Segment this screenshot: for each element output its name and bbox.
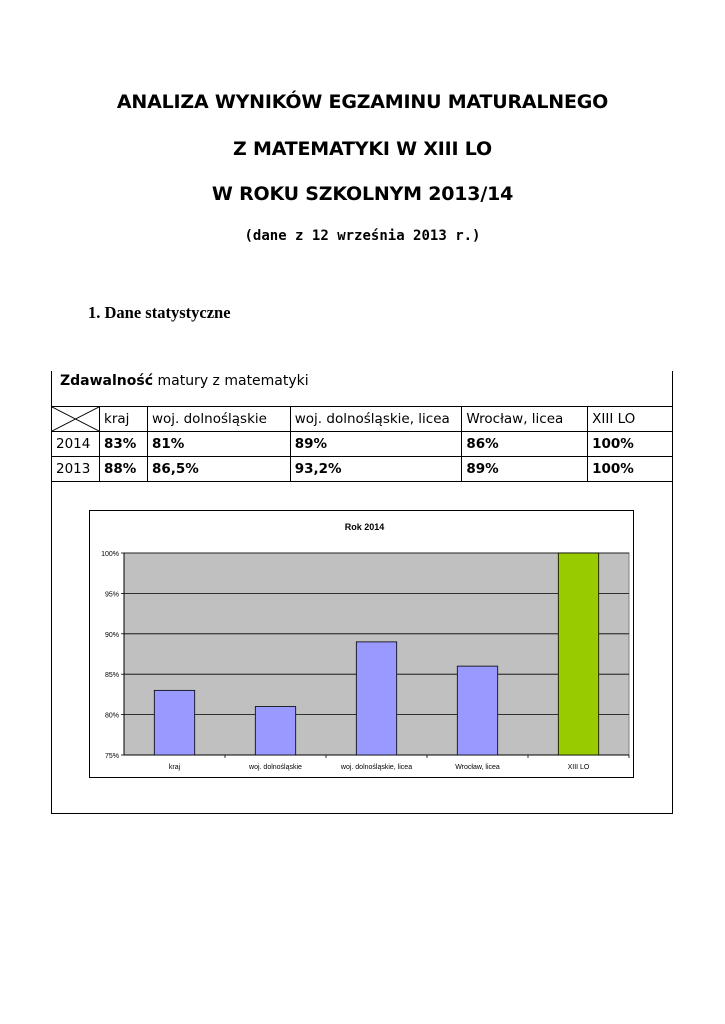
column-header: XIII LO — [588, 407, 673, 432]
chart-title: Rok 2014 — [344, 522, 385, 532]
table-caption — [60, 373, 309, 389]
column-header: kraj — [100, 407, 148, 432]
section-heading: 1. Dane statystyczne — [88, 303, 231, 322]
bar-chart — [90, 511, 635, 779]
bar — [457, 666, 497, 755]
table-cell: 100% — [588, 457, 673, 482]
y-tick-label: 80% — [104, 712, 119, 720]
table-cell: 100% — [588, 432, 673, 457]
bar — [558, 553, 598, 755]
table-cell: 89% — [290, 432, 462, 457]
y-tick-label: 85% — [104, 672, 119, 680]
table-cell: 89% — [462, 457, 588, 482]
column-header: Wrocław, licea — [462, 407, 588, 432]
diagonal-cross-icon — [52, 407, 99, 431]
table-cell: 88% — [100, 457, 148, 482]
row-year: 2014 — [52, 432, 100, 457]
table-cell: 83% — [100, 432, 148, 457]
caption-bold: Zdawalność — [60, 373, 154, 389]
x-tick-label: XIII LO — [567, 764, 590, 771]
table-cell: 86,5% — [147, 457, 290, 482]
row-year: 2013 — [52, 457, 100, 482]
x-tick-label: kraj — [168, 764, 181, 771]
table-cell: 93,2% — [290, 457, 462, 482]
caption-rest: matury z matematyki — [153, 373, 309, 389]
table-row — [52, 432, 673, 457]
document-title-line2: Z MATEMATYKI W XIII LO — [233, 138, 492, 160]
x-tick-label: woj. dolnośląskie — [249, 764, 302, 771]
x-tick-label: woj. dolnośląskie, licea — [340, 764, 413, 771]
column-header: woj. dolnośląskie — [147, 407, 290, 432]
document-title-line3: W ROKU SZKOLNYM 2013/14 — [211, 183, 514, 205]
table-header-row — [52, 407, 673, 432]
bar — [356, 642, 396, 755]
stats-table — [51, 406, 673, 482]
chart-container — [89, 510, 634, 778]
document-subtitle: (dane z 12 września 2013 r.) — [244, 228, 481, 244]
corner-cell — [52, 407, 100, 432]
column-header: woj. dolnośląskie, licea — [290, 407, 462, 432]
y-tick-label: 95% — [104, 591, 119, 599]
bar — [255, 707, 295, 755]
document-title-line1: ANALIZA WYNIKÓW EGZAMINU MATURALNEGO — [116, 91, 609, 113]
table-cell: 81% — [147, 432, 290, 457]
table-row — [52, 457, 673, 482]
bar — [154, 690, 194, 755]
x-tick-label: Wrocław, licea — [455, 764, 500, 771]
table-cell: 86% — [462, 432, 588, 457]
y-tick-label: 90% — [104, 631, 119, 639]
y-tick-label: 75% — [104, 753, 119, 760]
y-tick-label: 100% — [101, 551, 119, 558]
